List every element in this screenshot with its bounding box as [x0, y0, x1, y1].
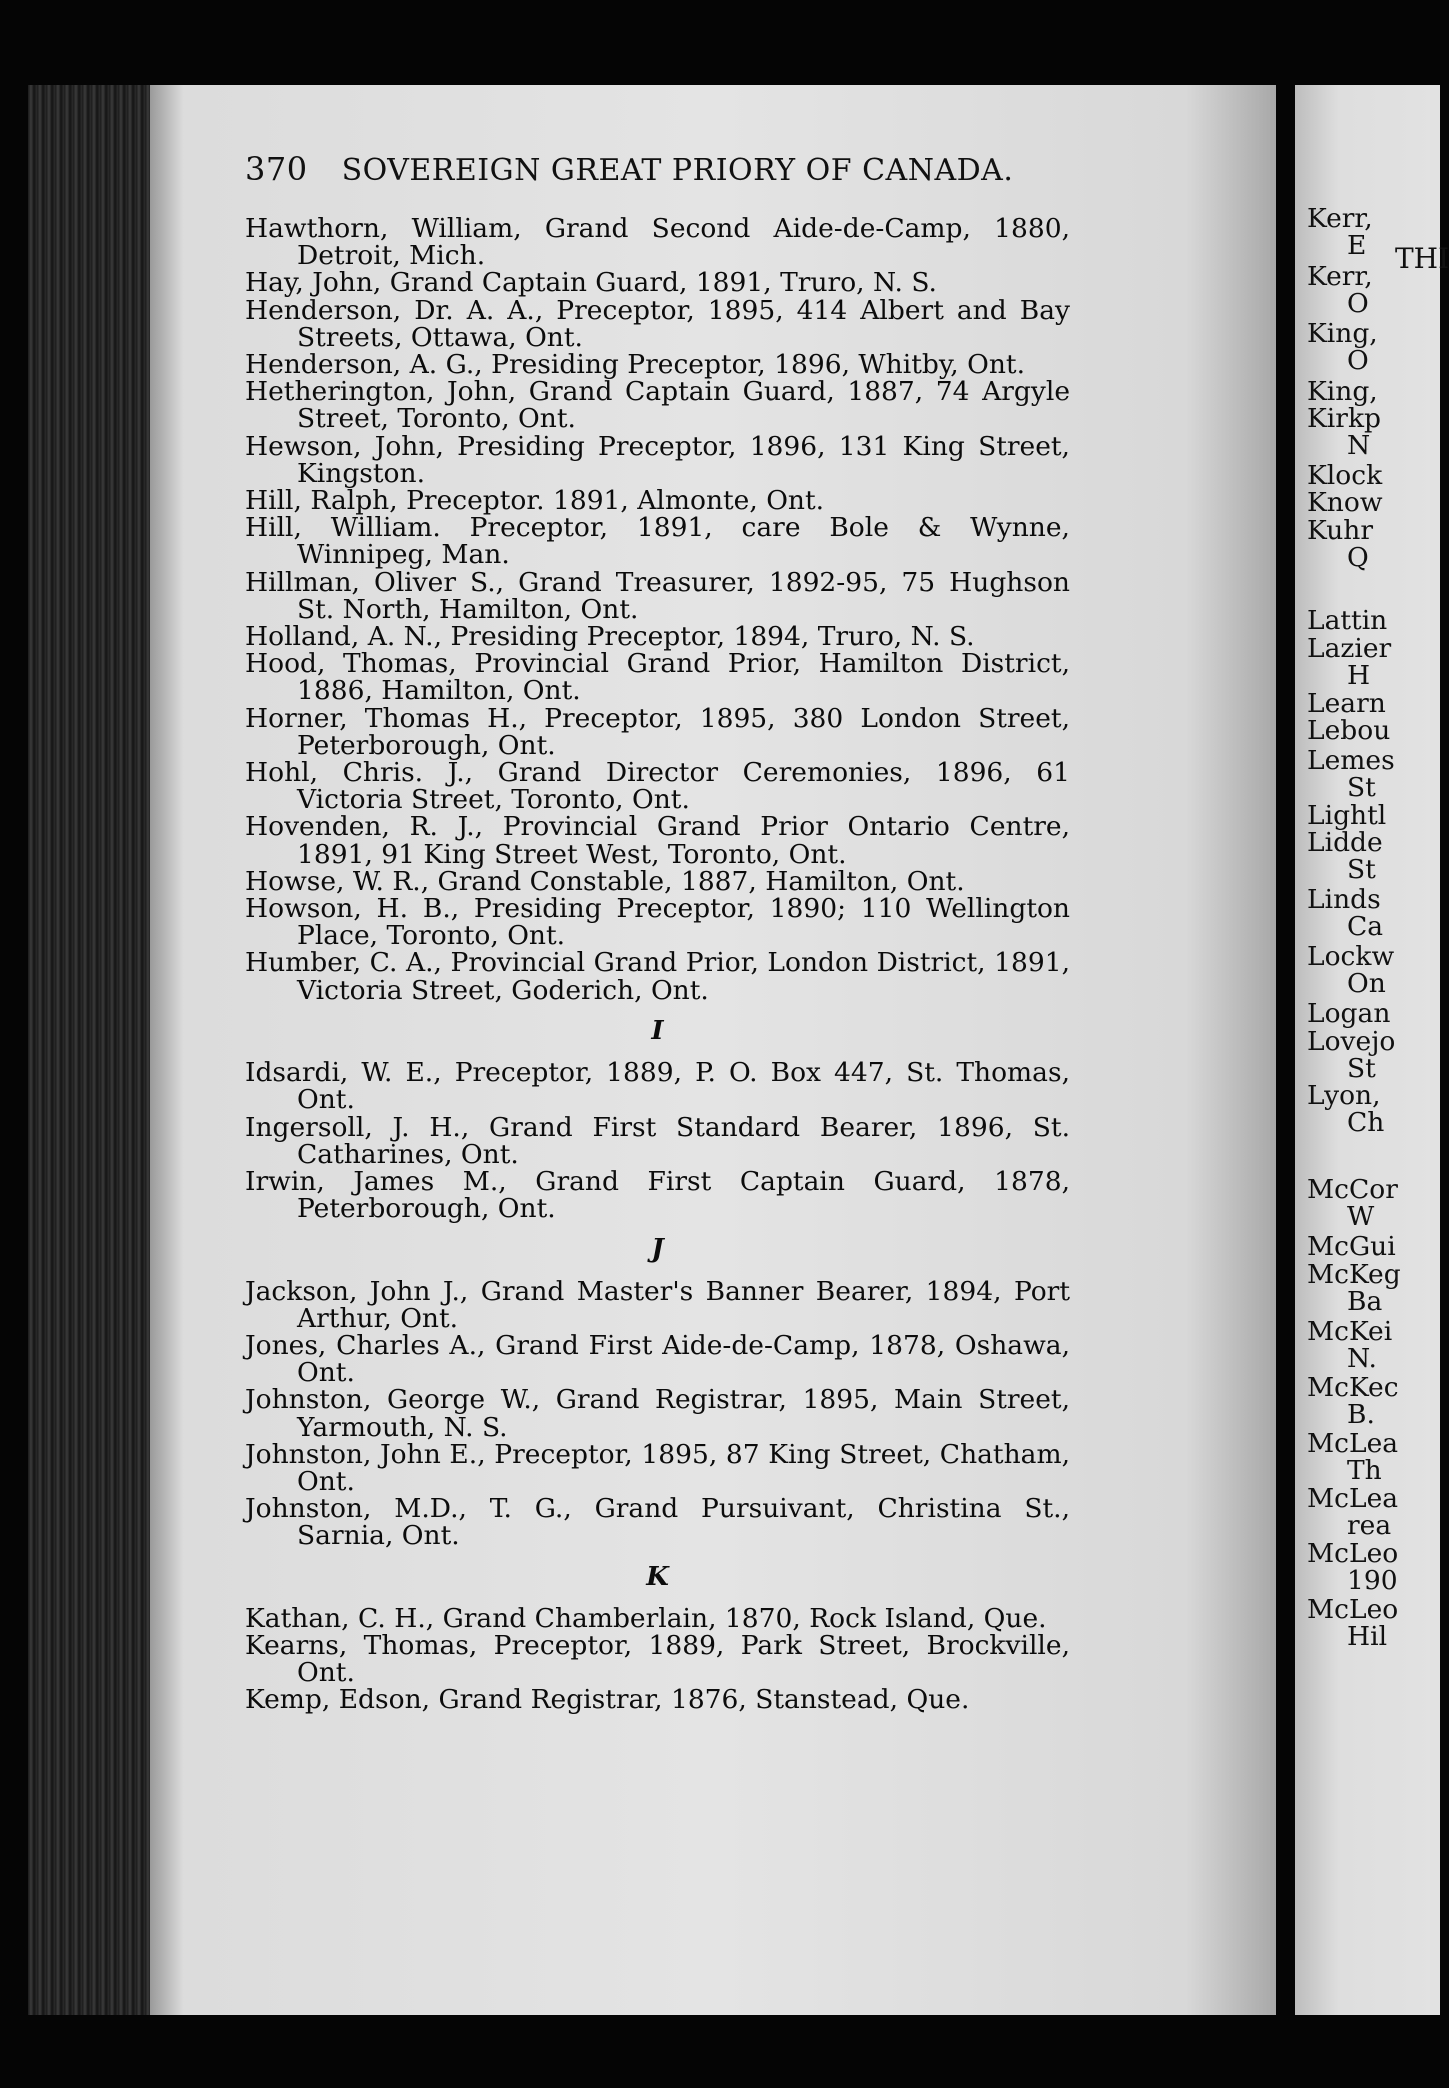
- facing-page-fragment-text: St: [1347, 854, 1376, 885]
- facing-page-fragment-text: Lebou: [1307, 715, 1391, 746]
- directory-entry: Irwin, James M., Grand First Captain Guard, 1878, Peterborough, Ont.: [245, 1165, 1070, 1225]
- facing-page-header: THI: [1395, 242, 1449, 275]
- facing-page-fragment-text: N.: [1347, 1343, 1377, 1374]
- section-h: [245, 215, 1070, 1004]
- facing-page-fragment-text: Lyon,: [1307, 1080, 1381, 1111]
- directory-entry: Hawthorn, William, Grand Second Aide-de-Camp, 1880, Detroit, Mich.: [245, 213, 1070, 272]
- page-header: [245, 150, 1045, 188]
- section-letter-i: I: [651, 1015, 664, 1046]
- directory-entry: Kathan, C. H., Grand Chamberlain, 1870, Rock Island, Que.: [245, 1602, 1047, 1634]
- facing-page-fragment-text: St: [1347, 772, 1376, 803]
- facing-page-fragment-text: Lazier: [1307, 633, 1392, 664]
- directory-entries: [245, 215, 1070, 1714]
- facing-page-fragment-text: Know: [1307, 487, 1383, 518]
- directory-entry: Howson, H. B., Presiding Preceptor, 1890; 110 Wellington Place, Toronto, Ont.: [245, 893, 1070, 952]
- facing-page-fragment-text: St: [1347, 1053, 1376, 1084]
- facing-page-fragment-text: McKec: [1307, 1372, 1399, 1403]
- facing-page-fragment-text: Lockw: [1307, 941, 1395, 972]
- facing-page-fragment-text: E: [1347, 230, 1367, 261]
- facing-page-fragment: [1295, 85, 1449, 2015]
- facing-page-fragment-text: B.: [1347, 1399, 1375, 1430]
- section-k: [245, 1602, 1070, 1716]
- section-i: [245, 1057, 1070, 1225]
- facing-page-fragment-text: rea: [1347, 1510, 1392, 1541]
- facing-page-fragment-text: Kirkp: [1307, 403, 1381, 434]
- directory-entry: Hohl, Chris. J., Grand Director Ceremonies, 1896, 61 Victoria Street, Toronto, Ont.: [245, 757, 1070, 816]
- facing-page-fragment-text: Logan: [1307, 998, 1391, 1029]
- directory-entry: Johnston, M.D., T. G., Grand Pursuivant, Christina St., Sarnia, Ont.: [245, 1493, 1070, 1552]
- directory-entry: Ingersoll, J. H., Grand First Standard Bearer, 1896, St. Catharines, Ont.: [245, 1111, 1070, 1170]
- facing-page-fragment-text: King,: [1307, 318, 1378, 349]
- directory-entry: Humber, C. A., Provincial Grand Prior, London District, 1891, Victoria Street, Goderich, Ont.: [245, 947, 1070, 1006]
- directory-entry: Hovenden, R. J., Provincial Grand Prior Ontario Centre, 1891, 91 King Street West, Toronto, Ont.: [245, 811, 1070, 870]
- facing-page-fragment-text: McLea: [1307, 1428, 1399, 1459]
- facing-page-fragment-text: Linds: [1307, 884, 1381, 915]
- directory-entry: Hetherington, John, Grand Captain Guard, 1887, 74 Argyle Street, Toronto, Ont.: [245, 376, 1070, 435]
- page-number: 370: [245, 150, 308, 188]
- directory-entry: Holland, A. N., Presiding Preceptor, 1894, Truro, N. S.: [245, 621, 975, 653]
- directory-entry: Hewson, John, Presiding Preceptor, 1896, 131 King Street, Kingston.: [245, 430, 1070, 489]
- facing-page-fragment-text: O: [1347, 345, 1369, 376]
- directory-entry: Horner, Thomas H., Preceptor, 1895, 380 London Street, Peterborough, Ont.: [245, 702, 1070, 761]
- facing-page-fragment-text: Kerr,: [1307, 261, 1373, 292]
- directory-entry: Jackson, John J., Grand Master's Banner Bearer, 1894, Port Arthur, Ont.: [245, 1275, 1070, 1334]
- facing-page-fragment-text: W: [1347, 1201, 1375, 1232]
- directory-entry: Hill, Ralph, Preceptor. 1891, Almonte, Ont.: [245, 485, 825, 517]
- facing-page-fragment-text: H: [1347, 660, 1371, 691]
- section-letter-k: K: [646, 1561, 669, 1592]
- facing-page-fragment-text: McGui: [1307, 1231, 1396, 1262]
- directory-entry: Henderson, A. G., Presiding Preceptor, 1896, Whitby, Ont.: [245, 349, 1025, 381]
- facing-page-fragment-text: O: [1347, 288, 1369, 319]
- directory-entry: Kemp, Edson, Grand Registrar, 1876, Stanstead, Que.: [245, 1684, 970, 1716]
- facing-page-fragment-text: Ch: [1347, 1107, 1385, 1138]
- directory-entry: Howse, W. R., Grand Constable, 1887, Hamilton, Ont.: [245, 865, 965, 897]
- facing-page-fragment-text: Lovejo: [1307, 1026, 1396, 1057]
- directory-entry: Idsardi, W. E., Preceptor, 1889, P. O. Box 447, St. Thomas, Ont.: [245, 1057, 1070, 1116]
- facing-page-fragment-text: Hil: [1347, 1621, 1388, 1652]
- facing-page-fragment-text: Learn: [1307, 688, 1386, 719]
- directory-entry: Johnston, George W., Grand Registrar, 1895, Main Street, Yarmouth, N. S.: [245, 1384, 1070, 1443]
- facing-page-fragment-text: 190: [1347, 1565, 1398, 1596]
- page-title: SOVEREIGN GREAT PRIORY OF CANADA.: [341, 153, 1014, 188]
- directory-entry: Jones, Charles A., Grand First Aide-de-Camp, 1878, Oshawa, Ont.: [245, 1329, 1070, 1389]
- facing-page-fragment-text: N: [1347, 430, 1371, 461]
- directory-entry: Hay, John, Grand Captain Guard, 1891, Truro, N. S.: [245, 267, 937, 299]
- facing-page-fragment-text: McCor: [1307, 1174, 1398, 1205]
- facing-page-fragment-text: Kerr,: [1307, 203, 1373, 234]
- facing-page-fragment-text: Kuhr: [1307, 515, 1374, 546]
- facing-page-fragment-text: McLeo: [1307, 1594, 1399, 1625]
- directory-entry: Hill, William. Preceptor, 1891, care Bole & Wynne, Winnipeg, Man.: [245, 512, 1070, 571]
- section-letter-j: J: [651, 1234, 664, 1265]
- facing-page-fragment-text: Lightl: [1307, 800, 1387, 831]
- facing-page-fragment-text: Q: [1347, 542, 1369, 573]
- facing-page-fragment-text: King,: [1307, 376, 1378, 407]
- facing-page-fragment-text: Lidde: [1307, 827, 1383, 858]
- facing-page-fragment-text: Ca: [1347, 911, 1384, 942]
- section-j: [245, 1275, 1070, 1552]
- directory-entry: Hood, Thomas, Provincial Grand Prior, Hamilton District, 1886, Hamilton, Ont.: [245, 648, 1070, 707]
- facing-page-fragment-text: On: [1347, 968, 1386, 999]
- book-spine: [28, 85, 158, 2015]
- facing-page-fragment-text: McLeo: [1307, 1538, 1399, 1569]
- facing-page-fragment-text: Ba: [1347, 1286, 1383, 1317]
- facing-page-fragment-text: McKei: [1307, 1316, 1393, 1347]
- directory-entry: Kearns, Thomas, Preceptor, 1889, Park Street, Brockville, Ont.: [245, 1629, 1070, 1689]
- directory-entry: Hillman, Oliver S., Grand Treasurer, 1892-95, 75 Hughson St. North, Hamilton, Ont.: [245, 566, 1070, 625]
- facing-page-fragment-text: McLea: [1307, 1483, 1399, 1514]
- facing-page-fragment-text: Klock: [1307, 460, 1383, 491]
- facing-page-fragment-text: McKeg: [1307, 1259, 1401, 1290]
- directory-entry: Johnston, John E., Preceptor, 1895, 87 King Street, Chatham, Ont.: [245, 1438, 1070, 1497]
- directory-entry: Henderson, Dr. A. A., Preceptor, 1895, 414 Albert and Bay Streets, Ottawa, Ont.: [245, 294, 1070, 353]
- facing-page-fragment-text: Lemes: [1307, 745, 1395, 776]
- facing-page-fragment-text: Th: [1347, 1455, 1382, 1486]
- facing-page-fragment-text: Lattin: [1307, 605, 1388, 636]
- facing-page-entries: [1295, 85, 1440, 2015]
